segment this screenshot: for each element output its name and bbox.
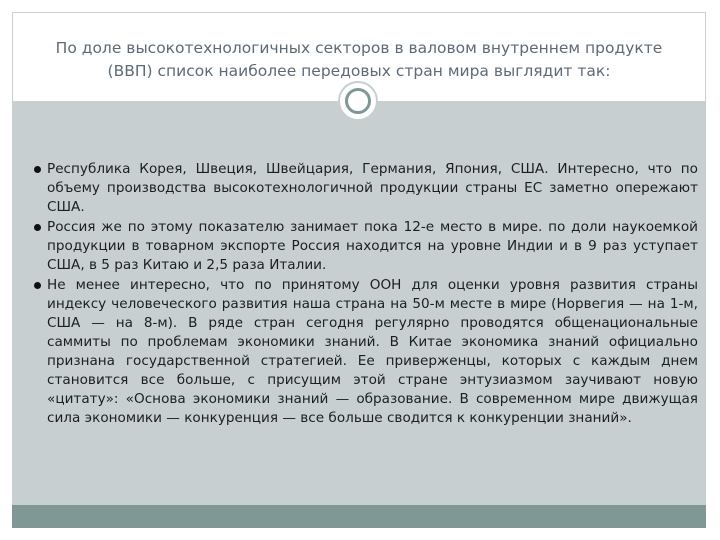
slide-title: По доле высокотехнологичных секторов в валовом внутреннем продукте (ВВП) список наиболее передовых стран мира выглядит так: — [55, 39, 663, 80]
bullet-list — [34, 160, 698, 429]
bullet-text: Не менее интересно, что по принятому ООН для оценки уровня развития страны индексу человеческого развития наша страна на 50-м месте в мире (Норвегия — на 1-м, США — на 8-м). В ряде стран сегодня регулярно проводятся общенациональные саммиты по проблемам экономики знаний. В Китае экономика знаний официально признана государственной стратегией. Ее приверженцы, которых с каждым днем становится все больше, с присущим этой стране энтузиазмом заучивают новую «цитату»: «Основа экономики знаний — образование. В современном мире движущая сила экономики — конкуренция — все больше сводится к конкуренции знаний». — [47, 277, 698, 426]
bullet-text: Республика Корея, Швеция, Швейцария, Германия, Япония, США. Интересно, что по объему производства высокотехнологичной продукции страны ЕС заметно опережают США. — [47, 161, 698, 215]
bullet-icon — [34, 224, 41, 231]
bullet-item — [34, 218, 698, 275]
bullet-item — [34, 160, 698, 217]
slide-content — [12, 102, 706, 505]
divider-circle-icon — [338, 81, 378, 121]
footer-bar — [12, 505, 706, 528]
bullet-text: Россия же по этому показателю занимает пока 12-е место в мире. по доли наукоемкой продукции в товарном экспорте Россия находится на уровне Индии и в 9 раз уступает США, в 5 раз Китаю и 2,5 раза Италии. — [47, 219, 698, 273]
bullet-item — [34, 276, 698, 428]
bullet-icon — [34, 166, 41, 173]
ring-icon — [345, 88, 371, 114]
bullet-icon — [34, 282, 41, 289]
slide — [12, 12, 706, 528]
